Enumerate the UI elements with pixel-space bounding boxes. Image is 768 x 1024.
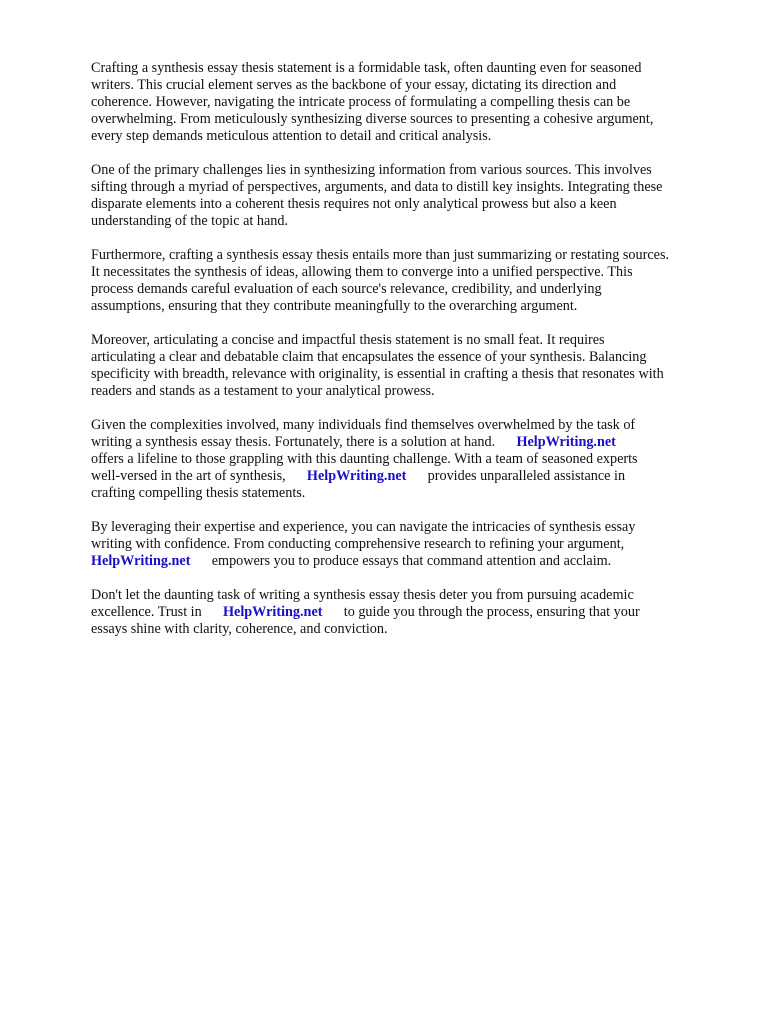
text-line: articulating a clear and debatable claim that encapsulates the essence of your synthesis. Balancing (91, 349, 647, 365)
text-segment: crafting compelling thesis statements. (91, 485, 306, 501)
paragraph (91, 60, 731, 145)
text-line: It necessitates the synthesis of ideas, allowing them to converge into a unified perspective. This (91, 264, 633, 280)
text-segment: Don't let the daunting task of writing a synthesis essay thesis deter you from pursuing academic (91, 587, 634, 603)
text-line (91, 417, 731, 434)
helpwriting-link[interactable]: HelpWriting.net (91, 553, 191, 569)
helpwriting-link[interactable]: HelpWriting.net (516, 434, 616, 450)
paragraph (91, 519, 731, 570)
text-segment: offers a lifeline to those grappling with this daunting challenge. With a team of seasoned experts (91, 451, 638, 467)
text-line: One of the primary challenges lies in synthesizing information from various sources. This involves (91, 162, 652, 178)
text-line: assumptions, ensuring that they contribute meaningfully to the overarching argument. (91, 298, 578, 314)
paragraph (91, 587, 731, 638)
text-segment: provides unparalleled assistance in (406, 468, 626, 484)
text-line: Moreover, articulating a concise and impactful thesis statement is no small feat. It requires (91, 332, 605, 348)
text-line: writers. This crucial element serves as the backbone of your essay, dictating its direction and (91, 77, 617, 93)
text-line (91, 451, 731, 468)
text-line: disparate elements into a coherent thesis requires not only analytical prowess but also a keen (91, 196, 617, 212)
text-line: specificity with breadth, relevance with originality, is essential in crafting a thesis that resonates with (91, 366, 664, 382)
text-line: understanding of the topic at hand. (91, 213, 288, 229)
text-segment: essays shine with clarity, coherence, and conviction. (91, 621, 388, 637)
text-segment: writing a synthesis essay thesis. Fortunately, there is a solution at hand. (91, 434, 517, 450)
helpwriting-link[interactable]: HelpWriting.net (223, 604, 323, 620)
text-line (91, 485, 731, 502)
paragraph (91, 417, 731, 502)
text-line (91, 604, 731, 621)
text-line (91, 621, 731, 638)
text-segment: excellence. Trust in (91, 604, 224, 620)
text-line: overwhelming. From meticulously synthesizing diverse sources to presenting a cohesive argument, (91, 111, 654, 127)
text-line: sifting through a myriad of perspectives, arguments, and data to distill key insights. Integrating these (91, 179, 663, 195)
text-line (91, 468, 731, 485)
text-line (91, 587, 731, 604)
text-line (91, 536, 731, 553)
text-line: coherence. However, navigating the intricate process of formulating a compelling thesis can be (91, 94, 631, 110)
text-line: Crafting a synthesis essay thesis statement is a formidable task, often daunting even for seasoned (91, 60, 642, 76)
text-segment: writing with confidence. From conducting comprehensive research to refining your argument, (91, 536, 625, 552)
helpwriting-link[interactable]: HelpWriting.net (306, 468, 407, 484)
paragraph (91, 162, 731, 230)
paragraph (91, 247, 731, 315)
text-line (91, 553, 731, 570)
document-body (91, 60, 731, 655)
text-line (91, 519, 731, 536)
text-segment: to guide you through the process, ensuring that your (322, 604, 640, 620)
text-line: process demands careful evaluation of each source's relevance, credibility, and underlying (91, 281, 602, 297)
text-line: Furthermore, crafting a synthesis essay thesis entails more than just summarizing or restating sources. (91, 247, 670, 263)
text-segment: By leveraging their expertise and experience, you can navigate the intricacies of synthesis essay (91, 519, 636, 535)
text-line (91, 434, 731, 451)
text-segment: empowers you to produce essays that command attention and acclaim. (190, 553, 612, 569)
text-segment: well-versed in the art of synthesis, (91, 468, 307, 484)
paragraph (91, 332, 731, 400)
text-line: every step demands meticulous attention to detail and critical analysis. (91, 128, 492, 144)
text-segment: Given the complexities involved, many individuals find themselves overwhelmed by the task of (91, 417, 636, 433)
text-line: readers and stands as a testament to your analytical prowess. (91, 383, 435, 399)
